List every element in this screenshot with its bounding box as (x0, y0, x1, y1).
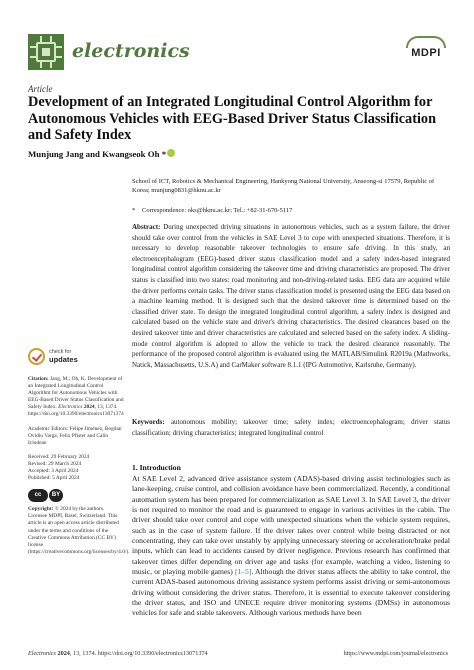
section-heading: 1. Introduction (132, 463, 181, 472)
affiliation: School of ICT, Robotics & Mechanical Engineering, Hankyong National University, Anseong-si 17579, Republic of Korea; munjung0831@hknu.ac.kr (132, 178, 435, 194)
abstract-label: Abstract: (132, 223, 161, 231)
citation-block: Citation: Jang, M.; Oh, K. Development of an Integrated Longitudinal Control Algorithm for Autonomous Vehicles with EEG-Based Driver Status Classification and Safety Index. Electronics 2024, 13, 1374. https://doi.org/10.3390/electronics13071374 (28, 376, 124, 418)
journal-header (28, 34, 448, 74)
authors: Munjung Jang and Kwangseok Oh * (28, 149, 175, 159)
keywords (132, 417, 450, 438)
received-date: Received: 29 February 2024 (28, 453, 90, 460)
academic-editors: Academic Editors: Felipe Jiménez, Bogdan Ovidiu Varga, Felix Pfister and Calin Iclodean (28, 425, 122, 446)
abstract (132, 222, 450, 370)
footer-journal-link[interactable]: https://www.mdpi.com/journal/electronics (343, 650, 448, 657)
cc-by-license-icon[interactable]: cc BY (28, 489, 124, 502)
keywords-text: autonomous mobility; takeover time; safety index; electroencephalogram; driver status classification; driving characteristics; integrated longitudinal control (132, 418, 451, 437)
citation-link[interactable]: [1–5] (234, 567, 252, 577)
journal-logo-icon (28, 34, 64, 70)
keywords-label: Keywords: (132, 418, 165, 426)
journal-name[interactable]: electronics (72, 40, 190, 62)
abstract-text: During unexpected driving situations in autonomous vehicles, such as a system failure, the driver should take over control from the vehicles in SAE Level 3 to cope with unexpected situations. Therefore, it is necessary to develop reasonable takeover technologies to ensure safe driving. In this study, an electroencephalogram (EEG)-based driver status classification model and a safety index-based integrated longitudinal control algorithm considering the takeover time and driving characteristics are proposed. The driver status is classified into two states: road monitoring and non-driving-related tasks. EEG data are acquired while the driver performs certain tasks. The driver status classification model is presented using the EEG data based on a machine learning method. It is designed such that the desired takeover time is determined based on the classified driver state. To design the integrated longitudinal control algorithm, a safety index is designed and calculated based on the vehicle state and driver's driving characteristics. The desired clearances based on the desired takeover time and driver characteristics are calculated and selected based on the safety index. A sliding-mode control algorithm is adopted to allow the vehicle to track the desired clearance reasonably. The performance of the proposed control algorithm is evaluated using the MATLAB/Simulink R2019a (Mathworks, Natick, Massachusetts, U.S.A) and CarMaker software 8.1.1 (IPG Automotive, Karlsruhe, Germany). (132, 223, 450, 369)
footer-citation: Electronics 2024, 13, 1374. https://doi.org/10.3390/electronics13071374 (28, 650, 208, 657)
dates (28, 454, 124, 482)
sidebar (28, 348, 130, 563)
introduction-text: At SAE Level 2, advanced drive assistance system (ADAS)-based driving assist technologies such as lane-keeping, cruise control, and collision avoidance have been commercialized. Recently, a conditional automation system has been prepared for commercialization as SAE Level 3. In SAE Level 3, the driver is not required to monitor the road and is guaranteed to engage in various activities in the cabin. The driver should take over control and cope with unexpected situations when the vehicle system requires, such as in the case of system failure. If the driver takes over control while being distracted or not concentrating, they can take over unstably by applying unnecessary steering or acceleration/brake pedal inputs, which can lead to accidents caused by driver negligence. Previous research has confirmed that takeover times differ depending on driver age and tasks (for example, watching a video, listening to music, or playing mobile games) [1–5]. Although the driver status affects the ability to take control, the current ADAS-based autonomous driving assistance system performs assist driving or semi-autonomous driving without considering the driver status. Therefore, it is essential to execute takeover considering the driver status, and ISO and UNECE require driver monitoring systems (DMSs) in autonomous vehicles for safe and stable takeovers. Although various methods have been (132, 474, 450, 618)
article-type: Article (28, 84, 53, 94)
orcid-icon[interactable] (167, 149, 175, 157)
check-updates-icon (28, 348, 45, 365)
article-title: Development of an Integrated Longitudinal Control Algorithm for Autonomous Vehicles with EEG-Based Driver Status Classification and Safety Index (28, 94, 437, 143)
check-for-updates-button[interactable]: check for updates (28, 348, 124, 368)
mdpi-logo[interactable]: MDPI (404, 42, 448, 64)
citation-doi-link[interactable]: , 13, 1374. https://doi.org/10.3390/electronics13071374 (28, 404, 124, 418)
accepted-date: Accepted: 3 April 2024 (28, 468, 79, 475)
published-date: Published: 5 April 2024 (28, 475, 80, 482)
copyright: Copyright: © 2024 by the authors. Licensee MDPI, Basel, Switzerland. This article is an open access article distributed under the terms and conditions of the Creative Commons Attribution (CC BY) license (https://creativecommons.org/licenses/by/4.0/). (28, 506, 130, 555)
revised-date: Revised: 29 March 2024 (28, 460, 82, 467)
